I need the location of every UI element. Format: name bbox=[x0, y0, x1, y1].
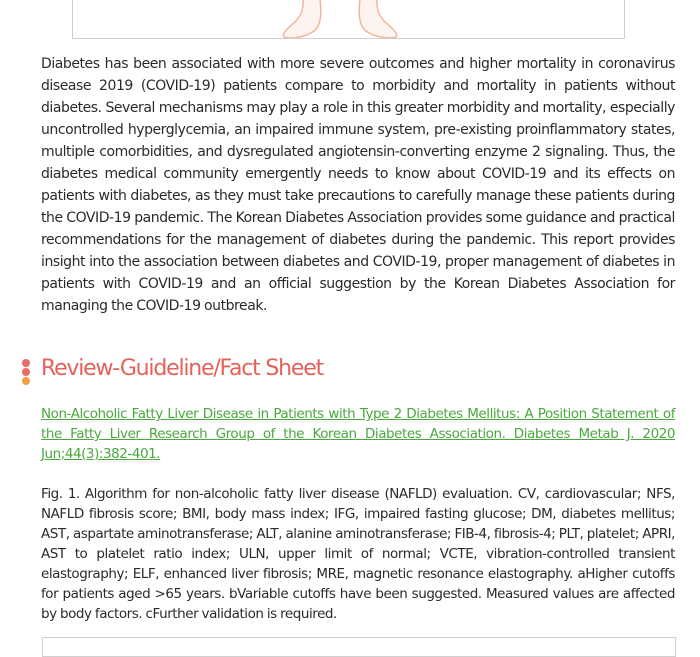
abstract-paragraph: Diabetes has been associated with more severe outcomes and higher mortality in coronavirus disease 2019 (COVID-19) patients compare to morbidity and mortality in patients without diabetes. Several mechanisms may play a role in this greater morbidity and mortality, especially uncontrolled hyperglycemia, an impaired immune system, pre-existing proinflammatory states, multiple comorbidities, and dysregulated angiotensin-converting enzyme 2 signaling. Thus, the diabetes medical community emergently needs to know about COVID-19 and its effects on patients with diabetes, as they must take precautions to carefully manage these patients during the COVID-19 pandemic. The Korean Diabetes Association provides some guidance and practical recommendations for the management of diabetes during the pandemic. This report provides insight into the association between diabetes and COVID-19, proper management of diabetes in patients with COVID-19 and an official suggestion by the Korean Diabetes Association for managing the COVID-19 outbreak. bbox=[41, 56, 675, 314]
citation-link[interactable]: Non-Alcoholic Fatty Liver Disease in Patients with Type 2 Diabetes Mellitus: A Position Statement of the Fatty Liver Research Group of the Korean Diabetes Association. Diabetes Metab J. 2020 Jun;44(3):382-401. bbox=[41, 406, 675, 462]
figure-image-top bbox=[72, 0, 625, 39]
figure-image-bottom bbox=[42, 637, 676, 657]
figure-caption bbox=[41, 484, 675, 624]
section-title: Review-Guideline/Fact Sheet bbox=[41, 356, 323, 381]
figure-caption-text: Algorithm for non-alcoholic fatty liver disease (NAFLD) evaluation. CV, cardiovascular; NFS, NAFLD fibrosis score; BMI, body mass index; IFG, impaired fasting glucose; DM, diabetes mellitus; AST, aspartate aminotransferase; ALT, alanine aminotransferase; FIB-4, fibrosis-4; PLT, platelet; APRI, AST to platelet ratio index; ULN, upper limit of normal; VCTE, vibration-controlled transient elastography; ELF, enhanced liver fibrosis; MRE, magnetic resonance elastography. aHigher cutoffs for patients aged >65 years. bVariable cutoffs have been suggested. Measured values are affected by body factors. cFurther validation is required. bbox=[41, 486, 675, 622]
section-bullet-icon bbox=[21, 359, 31, 385]
feet-illustration bbox=[73, 0, 625, 39]
figure-caption-label: Fig. 1. bbox=[41, 486, 80, 502]
